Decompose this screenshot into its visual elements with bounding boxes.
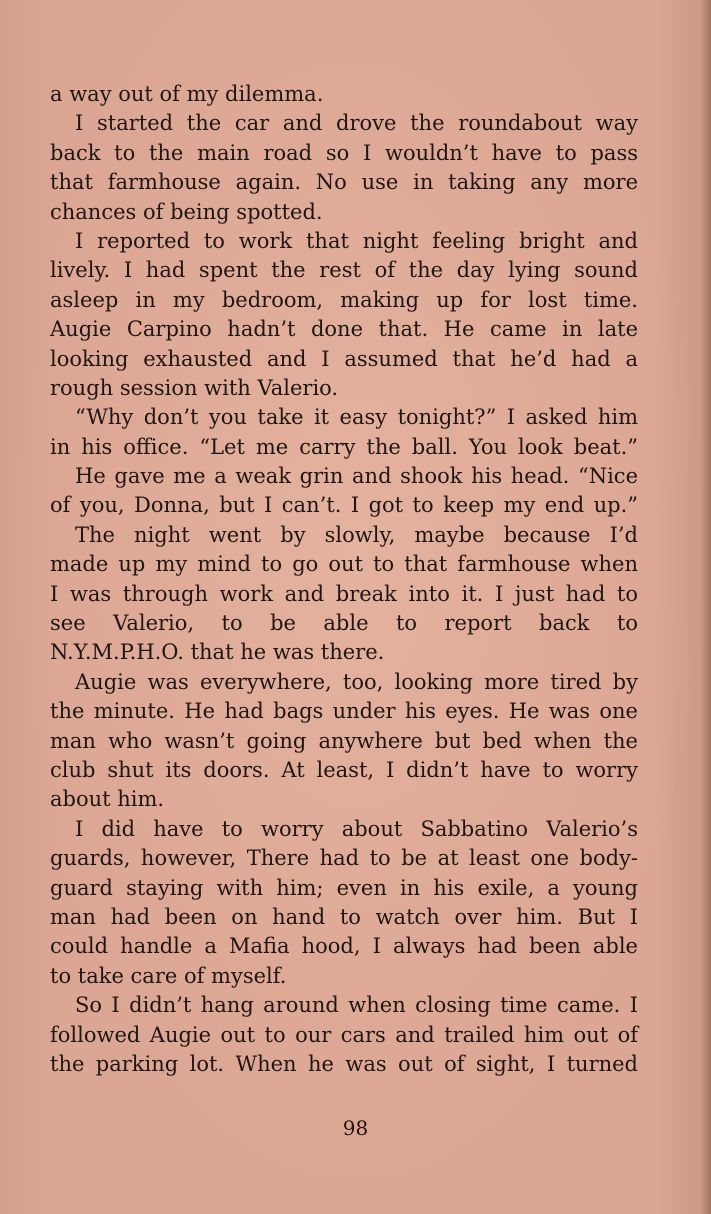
text-line: guards, however, There had to be at least one body- [50, 846, 638, 871]
text-line: about him. [50, 787, 165, 812]
page-number: 98 [342, 1116, 369, 1140]
page-edge-shadow [701, 0, 711, 1214]
text-line: the minute. He had bags under his eyes. He was one [50, 699, 638, 724]
text-line: see Valerio, to be able to report back to [50, 611, 638, 636]
text-line: I reported to work that night feeling bright and [75, 228, 638, 253]
text-line: man had been on hand to watch over him. But I [50, 904, 638, 929]
text-line: could handle a Mafia hood, I always had been able [50, 934, 638, 959]
text-line: Augie Carpino hadn’t done that. He came in late [50, 317, 638, 342]
text-line: N.Y.M.P.H.O. that he was there. [50, 640, 385, 665]
text-line: Augie was everywhere, too, looking more tired by [75, 669, 638, 694]
text-line: a way out of my dilemma. [50, 82, 324, 106]
text-line: looking exhausted and I assumed that he’d had a [50, 346, 638, 371]
text-line: I started the car and drove the roundabout way [75, 111, 638, 136]
text-line: He gave me a weak grin and shook his head. “Nice [75, 464, 638, 489]
text-line: guard staying with him; even in his exile, a young [50, 875, 638, 900]
text-line: made up my mind to go out to that farmhouse when [50, 552, 638, 577]
text-line: back to the main road so I wouldn’t have to pass [50, 140, 638, 165]
text-line: asleep in my bedroom, making up for lost time. [50, 287, 638, 312]
text-line: So I didn’t hang around when closing time came. I [75, 993, 638, 1018]
text-line: the parking lot. When he was out of sight, I turned [50, 1051, 638, 1076]
text-line: The night went by slowly, maybe because I’d [75, 522, 638, 547]
text-line: to take care of myself. [50, 963, 287, 988]
text-line: of you, Donna, but I can’t. I got to keep my end up.” [50, 493, 638, 518]
text-line: man who wasn’t going anywhere but bed when the [50, 728, 638, 753]
text-line: I was through work and break into it. I just had to [50, 581, 638, 606]
text-line: in his office. “Let me carry the ball. You look beat.” [50, 434, 638, 459]
text-line: rough session with Valerio. [50, 375, 339, 400]
text-line: club shut its doors. At least, I didn’t have to worry [50, 757, 638, 782]
text-line: followed Augie out to our cars and trailed him out of [50, 1022, 638, 1047]
text-line: lively. I had spent the rest of the day lying sound [50, 258, 638, 283]
text-line: I did have to worry about Sabbatino Valerio’s [75, 816, 638, 841]
text-line: that farmhouse again. No use in taking any more [50, 170, 638, 195]
body-text [50, 80, 638, 1079]
text-line: “Why don’t you take it easy tonight?” I asked him [75, 405, 638, 430]
text-line: chances of being spotted. [50, 199, 323, 224]
